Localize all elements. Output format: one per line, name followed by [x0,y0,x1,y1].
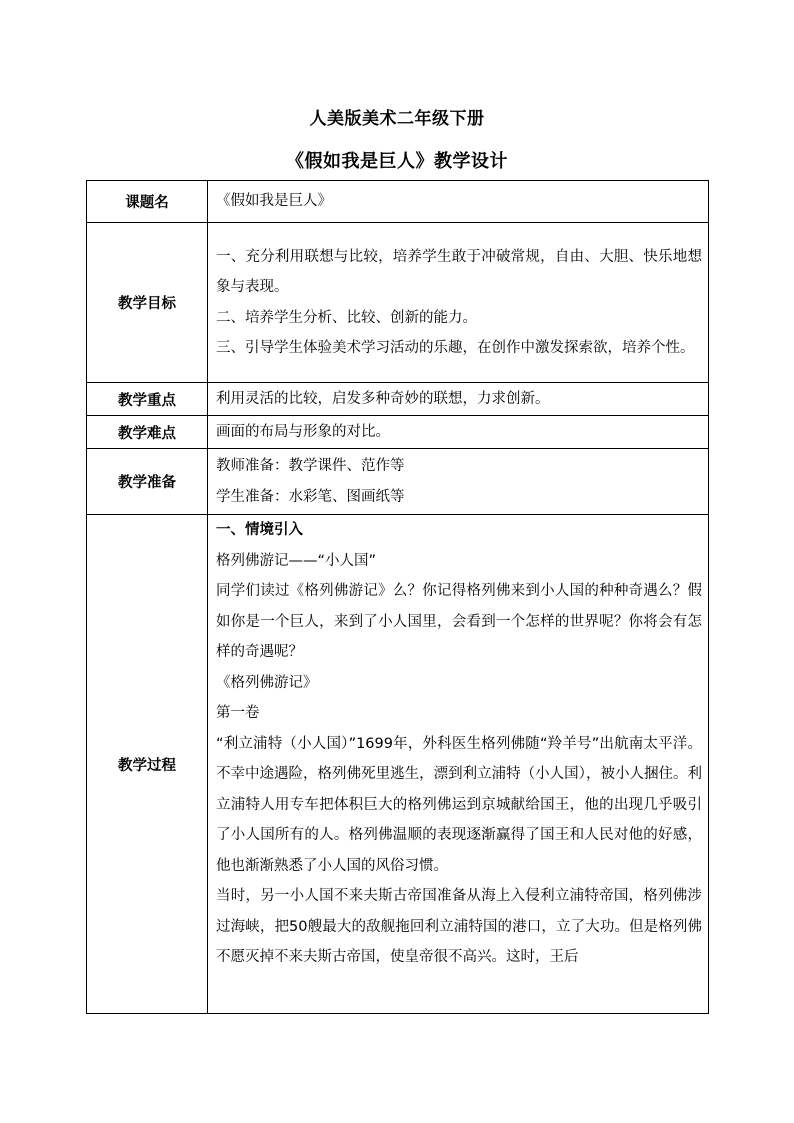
value-key-points: 利用灵活的比较，启发多种奇妙的联想，力求创新。 [208,383,709,416]
value-process [208,515,709,1014]
label-objectives: 教学目标 [87,223,208,383]
objective-item: 一、充分利用联想与比较，培养学生敢于冲破常规，自由、大胆、快乐地想象与表现。 [216,248,702,295]
document-title: 人美版美术二年级下册 [309,109,485,129]
label-process: 教学过程 [87,515,208,1014]
label-key-points: 教学重点 [87,383,208,416]
label-difficulties: 教学难点 [87,416,208,449]
row-objectives [87,223,709,383]
process-paragraph: 第一卷 [216,705,260,721]
row-lesson-name [87,181,709,223]
row-process [87,515,709,1014]
process-paragraph: 当时，另一小人国不来夫斯古帝国准备从海上入侵利立浦特帝国，格列佛涉过海峡，把50艘最大的敌舰拖回利立浦特国的港口，立了大功。但是格列佛不愿灭掉不来夫斯古帝国，使皇帝很不高兴。这时，王后 [216,888,702,965]
lesson-plan-table [86,180,709,1014]
process-paragraph: “利立浦特（小人国）”1699年，外科医生格列佛随“羚羊号”出航南太平洋。不幸中途遇险，格列佛死里逃生，漂到利立浦特（小人国），被小人捆住。利立浦特人用专车把体积巨大的格列佛运到京城献给国王，他的出现几乎吸引了小人国所有的人。格列佛温顺的表现逐渐赢得了国王和人民对他的好感，他也渐渐熟悉了小人国的风俗习惯。 [216,735,702,874]
lesson-title: 《假如我是巨人》教学设计 [286,151,508,172]
objective-item: 二、培养学生分析、比较、创新的能力。 [216,309,477,326]
label-lesson-name: 课题名 [87,181,208,223]
process-paragraph: 格列佛游记——“小人国” [216,552,377,569]
value-objectives [208,223,709,383]
value-difficulties: 画面的布局与形象的对比。 [208,416,709,449]
process-section-heading: 一、情境引入 [216,522,303,538]
value-preparation [208,449,709,515]
row-difficulties [87,416,709,449]
row-key-points [87,383,709,416]
process-paragraph: 同学们读过《格列佛游记》么？你记得格列佛来到小人国的种种奇遇么？假如你是一个巨人，来到了小人国里，会看到一个怎样的世界呢？你将会有怎样的奇遇呢？ [216,583,702,660]
process-paragraph: 《格列佛游记》 [216,674,318,691]
preparation-item: 教师准备：教学课件、范作等 [216,458,405,474]
row-preparation [87,449,709,515]
preparation-item: 学生准备：水彩笔、图画纸等 [216,488,405,505]
value-lesson-name: 《假如我是巨人》 [208,181,709,223]
label-preparation: 教学准备 [87,449,208,515]
objective-item: 三、引导学生体验美术学习活动的乐趣，在创作中激发探索欲，培养个性。 [216,340,695,356]
